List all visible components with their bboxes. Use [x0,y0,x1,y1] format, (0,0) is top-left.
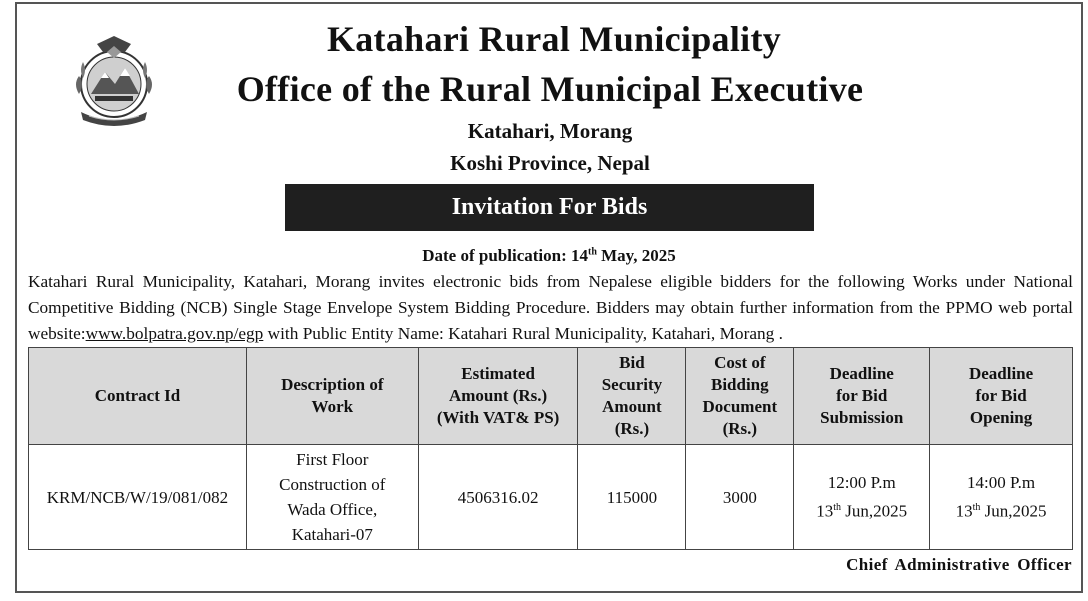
address-line-1: Katahari, Morang [467,119,633,143]
bolpatra-link[interactable]: www.bolpatra.gov.np/egp [85,324,264,343]
header-bid-security: Bid Security Amount (Rs.) [578,348,686,445]
cell-estimated-amount: 4506316.02 [418,445,578,550]
header-submission-deadline: Deadline for Bid Submission [794,348,930,445]
header-document-cost: Cost of Bidding Document (Rs.) [686,348,794,445]
publication-date-label: Date of publication: 14 [422,246,588,265]
invitation-banner [285,184,814,231]
notice-text-after: with Public Entity Name: Katahari Rural Municipality, Katahari, Morang . [263,324,783,343]
header-description: Description of Work [246,348,418,445]
header-contract-id: Contract Id [29,348,247,445]
notice-paragraph [28,269,1073,347]
address-line-2: Koshi Province, Nepal [450,151,650,175]
office-title: Office of the Rural Municipal Executive [236,69,864,109]
bids-table [28,347,1073,550]
table-header-row [29,348,1073,445]
cell-bid-security: 115000 [578,445,686,550]
publication-date [0,246,1088,266]
cell-document-cost: 3000 [686,445,794,550]
cell-opening-deadline: 14:00 P.m 13th Jun,2025 [930,445,1073,550]
header-opening-deadline: Deadline for Bid Opening [930,348,1073,445]
banner-text: Invitation For Bids [451,194,648,220]
header-estimated-amount: Estimated Amount (Rs.) (With VAT& PS) [418,348,578,445]
municipality-title: Katahari Rural Municipality [326,19,782,59]
cell-submission-deadline: 12:00 P.m 13th Jun,2025 [794,445,930,550]
signature: Chief Administrative Officer [846,555,1072,574]
cell-contract-id: KRM/NCB/W/19/081/082 [29,445,247,550]
notice-text-before: Katahari Rural Municipality, Katahari, Morang invites electronic bids from Nepalese eligible bidders for the following Works under National Competitive Bidding (NCB) Single Stage Envelope System Bidding Procedure. Bidders may obtain further information from the PPMO web portal website: [28,272,1073,343]
publication-date-suffix: th [587,246,597,258]
cell-description: First Floor Construction of Wada Office, Katahari-07 [246,445,418,550]
table-row [29,445,1073,550]
publication-date-rest: May, 2025 [596,246,676,265]
